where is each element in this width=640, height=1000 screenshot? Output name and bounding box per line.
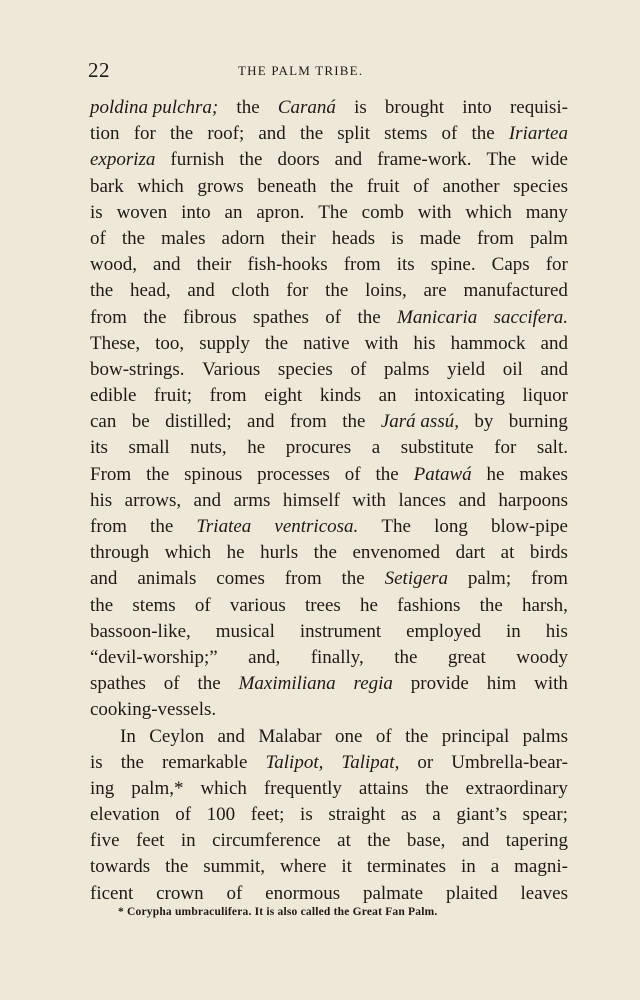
word: from [90,516,127,537]
word: blow-pipe [490,516,568,537]
text-line [90,383,568,409]
word: an [378,385,397,407]
word: the [325,280,349,302]
word: the [236,97,260,118]
word: and [258,123,286,145]
word: by [474,411,494,433]
text-line [90,95,568,121]
word: The [486,149,517,171]
word: comes [216,568,265,590]
word: in [506,620,521,642]
italic-word: regia [353,673,393,695]
text-line [90,619,568,645]
word: with [534,673,568,695]
word: adorn [221,227,265,249]
word: great [447,646,486,668]
word: terminates [366,856,447,878]
word: crown [156,882,204,904]
text-line [90,593,568,619]
word: bark [90,175,124,197]
word: and, [248,646,281,668]
italic-word: Maximiliana [238,673,336,695]
word: remarkable [161,751,248,773]
word: his [90,489,113,511]
word: of [344,463,361,485]
word: doors [277,149,320,171]
word: his [413,332,436,354]
word: palm; [467,568,512,590]
word: Umbrella-bear- [451,751,568,773]
word: a [490,856,500,878]
word: the [425,777,449,799]
word: the [479,594,503,616]
word: frame-work. [377,149,472,171]
italic-word: saccifera. [493,306,568,328]
text-line [90,331,568,357]
word: in [180,830,196,852]
word: he [226,542,245,564]
word: and [458,489,486,511]
word: processes [257,463,330,485]
word: the [197,673,221,695]
word: from [90,306,127,328]
text-line [90,750,568,776]
word: from [284,568,322,590]
word: various [229,594,286,616]
word: he [247,437,266,459]
word: of [441,123,458,145]
word: spathes [253,306,309,328]
word: tapering [505,830,568,852]
word: plaited [445,882,498,904]
word: with [352,489,387,511]
text-line [90,540,568,566]
text-line [90,435,568,461]
word: with [417,201,452,223]
word: is [90,751,103,773]
word: Various [202,358,261,380]
word: the [143,306,167,328]
word: be [131,411,150,433]
word: enormous [265,882,341,904]
word: head, [129,280,171,302]
text-line [90,854,568,880]
italic-word: exporiza [90,149,156,171]
word: an [224,201,243,223]
word: their [280,227,316,249]
word: the [375,463,399,485]
word: instrument [299,620,382,642]
text-line [90,724,568,750]
text-line [90,121,568,147]
word: nuts, [190,437,227,459]
word: its [396,254,415,276]
footnote: * Corypha umbraculifera. It is also called the Great Fan Palm. [118,906,438,918]
word: trees [304,594,341,616]
word: of [90,227,106,249]
text-line [90,828,568,854]
word: brought [384,97,445,118]
word: and [153,254,181,276]
word: hurls [260,542,299,564]
word: “devil-worship;” [90,646,218,668]
word: himself [282,489,340,511]
word: bassoon-like, [90,620,191,642]
word: and [187,280,215,302]
word: wide [531,149,568,171]
word: palms [522,725,568,747]
word: Ceylon [149,725,205,747]
word: and [540,358,568,380]
italic-word: Talipot, [265,751,324,773]
word: fish-hooks [247,254,328,276]
word: the [342,411,366,433]
word: harpoons [498,489,568,511]
word: species [277,358,333,380]
word: and [193,489,221,511]
word: loins, [365,280,407,302]
word: from [209,385,247,407]
word: for [133,123,156,145]
text-line [90,697,568,723]
word: the [341,568,365,590]
word: furnish [170,149,225,171]
word: from [343,254,381,276]
word: requisi- [509,97,568,118]
word: feet; [250,804,285,826]
word: palm [529,227,568,249]
word: for [286,280,309,302]
word: made [419,227,461,249]
word: the [121,227,146,249]
word: Caps [491,254,530,276]
word: intoxicating [414,385,505,407]
word: eight [264,385,303,407]
running-head: THE PALM TRIBE. [238,63,364,78]
word: the [239,149,263,171]
word: it [341,856,352,878]
word: into [462,97,492,118]
word: of [375,725,392,747]
word: leaves [520,882,568,904]
word: one [335,725,363,747]
word: their [196,254,232,276]
word: envenomed [352,542,441,564]
word: kinds [319,385,361,407]
word: arrows, [124,489,182,511]
word: harsh, [522,594,568,616]
word: where [280,856,327,878]
word: makes [519,463,568,485]
text-line [90,488,568,514]
word: from [476,227,514,249]
word: procures [285,437,352,459]
word: giant’s [456,804,507,826]
text-line [90,645,568,671]
word: with [364,332,399,354]
italic-word: Caraná [277,97,336,118]
word: wood, [90,254,137,276]
word: long [434,516,468,537]
word: from [530,568,568,590]
word: oil [502,358,523,380]
word: of [350,358,367,380]
word: is [391,227,404,249]
word: In [120,725,136,747]
word: and [540,332,568,354]
word: bow-strings. [90,358,185,380]
word: which [200,777,247,799]
text-line [90,881,568,907]
word: spathes [90,673,146,695]
word: The [381,516,411,537]
word: birds [529,542,568,564]
word: distilled; [165,411,232,433]
word: the [330,175,354,197]
word: of [226,882,243,904]
word: the [90,594,114,616]
word: the [165,856,189,878]
word: These, [90,332,141,354]
word: a [432,804,441,826]
word: roof; [207,123,245,145]
page-number: 22 [88,58,110,82]
text-line [90,671,568,697]
word: yield [447,358,486,380]
word: extraordinary [465,777,568,799]
word: cloth [231,280,270,302]
word: From [90,463,132,485]
word: through [90,542,150,564]
word: he [360,594,378,616]
italic-word: Manicaria [397,306,478,328]
text-line [90,174,568,200]
word: grows [197,175,244,197]
word: and [461,830,490,852]
word: or [417,751,434,773]
word: straight [328,804,386,826]
word: of [194,594,211,616]
word: native [303,332,350,354]
word: can [90,411,117,433]
word: palms [384,358,430,380]
word: and [334,149,363,171]
word: the [394,646,418,668]
word: supply [199,332,250,354]
word: beneath [257,175,317,197]
body-text [90,95,568,907]
word: the [120,751,144,773]
word: tion [90,123,120,145]
word: comb [361,201,404,223]
italic-word: Patawá [413,463,472,485]
word: is [354,97,367,118]
word: lances [398,489,446,511]
word: and [247,411,275,433]
word: liquor [522,385,568,407]
word: for [545,254,568,276]
word: stems [132,594,176,616]
italic-word: Setigera [384,568,448,590]
word: of [325,306,342,328]
word: his [545,620,568,642]
word: spinous [184,463,243,485]
word: the [264,332,289,354]
word: hammock [450,332,526,354]
word: towards [90,856,151,878]
word: principal [441,725,510,747]
word: from [289,411,327,433]
word: fruit; [154,385,193,407]
word: employed [406,620,482,642]
text-line [90,802,568,828]
word: split [337,123,371,145]
word: the [313,542,337,564]
word: substitute [400,437,474,459]
word: spear; [522,804,568,826]
word: apron. [256,201,305,223]
word: the [146,463,170,485]
word: ing [90,777,115,799]
word: is [90,201,103,223]
word: as [400,804,417,826]
word: attains [358,777,409,799]
text-line [90,566,568,592]
word: the [169,123,194,145]
word: feet [135,830,165,852]
word: dart [455,542,486,564]
text-line [90,252,568,278]
word: the [357,306,381,328]
word: of [163,673,180,695]
word: the [299,123,324,145]
word: species [513,175,568,197]
word: heads [331,227,375,249]
word: him [486,673,517,695]
word: manufactured [463,280,568,302]
text-line [90,357,568,383]
word: males [161,227,206,249]
word: which [465,201,512,223]
word: the [405,725,429,747]
word: palm,* [131,777,184,799]
word: arms [233,489,271,511]
word: edible [90,385,137,407]
word: its [90,437,108,459]
word: and [217,725,245,747]
word: burning [508,411,568,433]
word: ficent [90,882,134,904]
word: the [150,516,174,537]
word: magni- [514,856,568,878]
text-line [90,305,568,331]
word: woven [116,201,168,223]
text-line [90,776,568,802]
text-line [90,409,568,435]
italic-word: poldina pulchra; [90,97,219,118]
word: of [413,175,429,197]
word: stems [384,123,428,145]
word: and [90,568,118,590]
word: five [90,830,120,852]
word: he [486,463,505,485]
word: woody [516,646,568,668]
word: in [460,856,476,878]
italic-word: ventricosa. [274,516,359,537]
word: a [371,437,381,459]
word: fibrous [182,306,237,328]
word: is [300,804,313,826]
text-line [90,462,568,488]
word: too, [155,332,185,354]
text-line [90,200,568,226]
italic-word: Triatea [196,516,252,537]
word: the [471,123,495,145]
word: palmate [362,882,424,904]
text-line [90,147,568,173]
word: fashions [397,594,461,616]
italic-word: Iriartea [508,123,568,145]
word: spine. [430,254,476,276]
word: at [337,830,351,852]
word: animals [137,568,197,590]
word: for [494,437,517,459]
text-line [90,514,568,540]
word: which [164,542,212,564]
word: musical [215,620,275,642]
word: which [137,175,184,197]
word: cooking-vessels. [90,699,217,721]
word: salt. [536,437,568,459]
page-header [88,54,568,84]
word: frequently [263,777,342,799]
word: many [525,201,568,223]
word: provide [410,673,469,695]
word: 100 [206,804,236,826]
text-line [90,278,568,304]
italic-word: Talipat, [341,751,400,773]
word: into [181,201,211,223]
word: are [423,280,447,302]
word: The [318,201,348,223]
word: finally, [310,646,364,668]
word: small [128,437,170,459]
word: fruit [366,175,400,197]
word: the [90,280,114,302]
word: of [175,804,192,826]
word: base, [406,830,446,852]
word: elevation [90,804,160,826]
text-line [90,226,568,252]
word: summit, [203,856,266,878]
word: Malabar [258,725,322,747]
word: the [367,830,391,852]
italic-word: Jará assú, [380,411,459,433]
word: another [442,175,500,197]
word: at [500,542,515,564]
word: circumference [212,830,321,852]
